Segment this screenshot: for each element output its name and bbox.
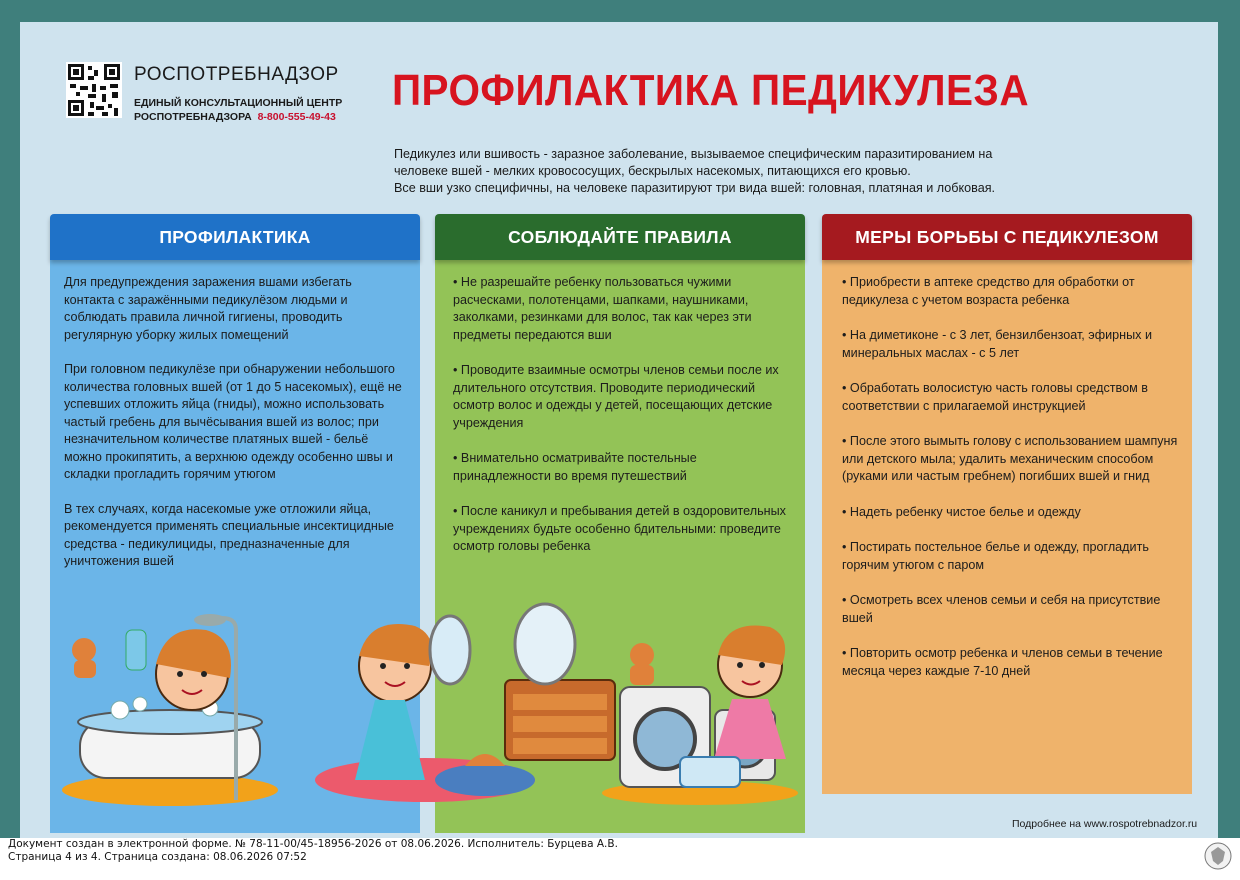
footer-line: Документ создан в электронной форме. № 78-11-00/45-18956-2026 от 08.06.2026. Исполнитель: Бурцева А.В. — [8, 838, 618, 850]
prevention-paragraph: В тех случаях, когда насекомые уже отложили яйца, рекомендуется применять специальные инсектицидные средства - педикулициды, предназначенные для уничтожения вшей — [64, 501, 394, 568]
hotline-phone: 8-800-555-49-43 — [257, 111, 336, 123]
org-name: РОСПОТРЕБНАДЗОР — [134, 64, 339, 85]
measures-item: • Постирать постельное белье и одежду, прогладить горячим утюгом с паром — [842, 539, 1178, 574]
measures-body — [822, 260, 1192, 794]
qr-code-icon — [66, 62, 122, 118]
org-subtitle-line2 — [134, 110, 342, 124]
prevention-heading: ПРОФИЛАКТИКА — [50, 214, 420, 260]
intro-line: Педикулез или вшивость - заразное заболевание, вызываемое специфическим паразитированием на — [394, 147, 993, 161]
footer-line: Страница 4 из 4. Страница создана: 08.06.2026 07:52 — [8, 851, 307, 863]
prevention-paragraph: Для предупреждения заражения вшами избегать контакта с заражёнными педикулёзом людьми и соблюдать правила личной гигиены, проводить регулярную уборку жилых помещений — [64, 275, 352, 342]
rules-item: • После каникул и пребывания детей в оздоровительных учреждениях будьте особенно бдительными: проведите осмотр головы ребенка — [453, 503, 791, 556]
logo — [66, 62, 366, 132]
washing-machine-illustration — [600, 607, 800, 807]
org-subtitle-line1: ЕДИНЫЙ КОНСУЛЬТАЦИОННЫЙ ЦЕНТР — [134, 97, 343, 109]
measures-item: • Обработать волосистую часть головы средством в соответствии с прилагаемой инструкцией — [842, 380, 1178, 415]
intro-line: человеке вшей - мелких кровососущих, бескрылых насекомых, питающихся его кровью. — [394, 164, 911, 178]
org-subtitle-line2-text: РОСПОТРЕБНАДЗОРА — [134, 111, 252, 123]
measures-item: • На диметиконе - с 3 лет, бензилбензоат, эфирных и минеральных маслах - с 5 лет — [842, 327, 1178, 362]
poster — [20, 22, 1218, 858]
measures-item: • Осмотреть всех членов семьи и себя на присутствие вшей — [842, 592, 1178, 627]
org-subtitle — [134, 96, 342, 124]
rules-heading: СОБЛЮДАЙТЕ ПРАВИЛА — [435, 214, 805, 260]
measures-heading: МЕРЫ БОРЬБЫ С ПЕДИКУЛЕЗОМ — [822, 214, 1192, 260]
document-footer — [0, 838, 1240, 880]
website-note: Подробнее на www.rospotrebnadzor.ru — [1012, 818, 1198, 830]
rules-item: • Не разрешайте ребенку пользоваться чужими расческами, полотенцами, шапками, наушниками, заколками, резинками для волос, так как через эти предметы передаются вши — [453, 274, 791, 344]
measures-item: • Приобрести в аптеке средство для обработки от педикулеза с учетом возраста ребенка — [842, 274, 1178, 309]
measures-column — [822, 214, 1192, 794]
measures-item: • Повторить осмотр ребенка и членов семьи в течение месяца через каждые 7-10 дней — [842, 645, 1178, 680]
measures-item: • Надеть ребенку чистое белье и одежду — [842, 504, 1178, 522]
emblem-icon — [1204, 842, 1232, 870]
intro-text — [394, 146, 1034, 197]
measures-item: • После этого вымыть голову с использованием шампуня или детского мыла; удалить механическим способом (руками или частым гребнем) погибших вшей и гнид — [842, 433, 1178, 486]
rules-item: • Внимательно осматривайте постельные принадлежности во время путешествий — [453, 450, 791, 485]
intro-line: Все вши узко специфичны, на человеке паразитируют три вида вшей: головная, платяная и лобковая. — [394, 181, 996, 195]
bath-illustration — [60, 600, 280, 810]
page-title: ПРОФИЛАКТИКА ПЕДИКУЛЕЗА — [392, 66, 1030, 115]
prevention-paragraph: При головном педикулёзе при обнаружении небольшого количества головных вшей (от 1 до 5 насекомых), ещё не успевших отложить яйца (гниды), можно использовать частый гребень для вычёсывания вшей из волос; при незначительном количестве платяных вшей - бельё можно прокипятить, а верхнюю одежду особенно швы и складки прогладить горячим утюгом — [64, 362, 402, 481]
rules-item: • Проводите взаимные осмотры членов семьи после их длительного отсутствия. Проводите периодический осмотр волос и одежды у детей, посещающих детские учреждения — [453, 362, 791, 432]
